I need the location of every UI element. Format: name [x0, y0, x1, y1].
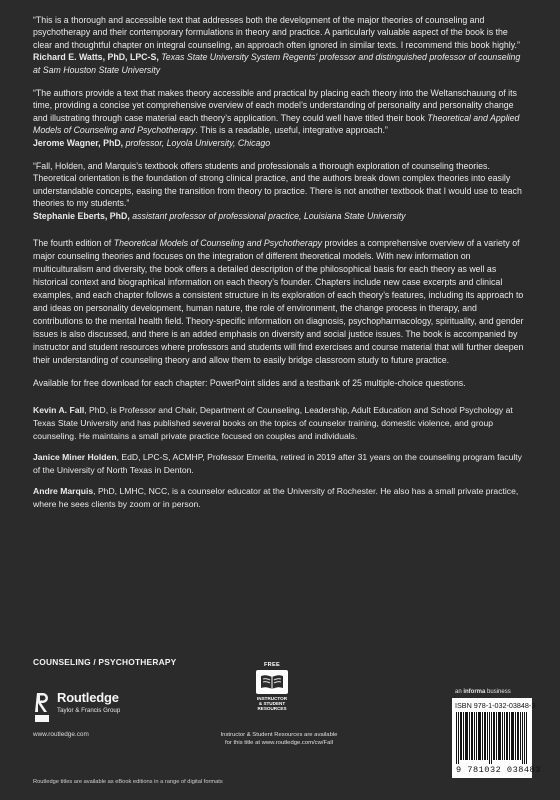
- endorser-title: Texas State University System Regents’ professor and distinguished professor of counseling at Sam Houston State University: [33, 52, 521, 75]
- informa-suffix: business: [485, 689, 511, 695]
- resources-note-line-1: Instructor & Student Resources are available: [220, 732, 338, 738]
- book-description: [33, 237, 529, 367]
- description-text-end: provides a comprehensive overview of a variety of major counseling theories and focuses on the integration of different theoretical models. With new information on multiculturalism and diversity, the book offers a detailed description of the philosophical basis for each theory as well as historical context and biographical information on each theory’s founder. Chapters include new case excerpts and clinical examples, and each chapter follows a consistent structure in its exploration of each theory’s features, including its approach to and ideas on personality development, human nature, the role of environment, the change process in therapy, and contributions to the mental health field. Theory-specific information on diagnosis, psychopharmacology, spirituality, and gender issues is also discussed, and there is an added emphasis on diversity and social justice issues. The book is accompanied by instructor and student resources where professors and students will find exercises and course material that will further deepen their understanding of counseling theory and allow them to easily bridge classroom study to future practice.: [33, 238, 524, 366]
- endorser-title: assistant professor of professional practice, Louisiana State University: [132, 210, 406, 221]
- author-name: Andre Marquis: [33, 486, 94, 497]
- barcode-digits: 9 781032 038483: [456, 765, 541, 775]
- description-text: The fourth edition of: [33, 238, 114, 249]
- isbn-label: ISBN 978-1-032-03848-3: [455, 701, 536, 710]
- ebook-note: Routledge titles are available as eBook editions in a range of digital formats: [33, 779, 223, 785]
- quote-text-end: . This is a readable, useful, integrative approach.”: [195, 125, 388, 136]
- endorsement-attribution-1: [33, 51, 529, 76]
- publisher-website: www.routledge.com: [33, 731, 89, 738]
- download-note: Available for free download for each chapter: PowerPoint slides and a testbank of 25 multiple-choice questions.: [33, 378, 466, 389]
- informa-name: informa: [463, 689, 486, 695]
- badge-free-label: FREE: [263, 662, 281, 668]
- informa-business-label: [455, 689, 511, 695]
- open-book-icon: [255, 669, 289, 695]
- informa-prefix: an: [455, 689, 464, 695]
- endorsement-quote-2: [33, 87, 529, 137]
- endorsement-quote-1: “This is a thorough and accessible text that addresses both the development of the major theories of counseling and psychotherapy and their contemporary formulations in theory and practice. A particularly valuable aspect of the book is the clear and thoughtful chapter on integral counseling, an approach often ignored in similar texts. I recommend this book highly.”: [33, 15, 520, 50]
- quote-book-title: Theoretical and Applied Models of Counseling and Psychotherapy: [33, 112, 520, 136]
- author-bio-text: , PhD, LMHC, NCC, is a counselor educator at the University of Rochester. He also has a small private practice, where he sees clients by zoom or in person.: [33, 486, 519, 510]
- badge-line-2: & STUDENT: [258, 701, 286, 707]
- endorsement-attribution-2: [33, 137, 529, 149]
- endorser-title: professor, Loyola University, Chicago: [125, 137, 271, 148]
- description-book-title: Theoretical Models of Counseling and Psychotherapy: [113, 238, 323, 249]
- endorsement-attribution-3: [33, 210, 529, 222]
- barcode-bars: [456, 712, 528, 764]
- endorser-name: Richard E. Watts, PhD, LPC-S,: [33, 52, 159, 63]
- badge-line-1: INSTRUCTOR: [256, 696, 288, 701]
- resources-note-line-2: for this title at www.routledge.com/cw/Fall: [224, 740, 334, 746]
- endorser-name: Stephanie Eberts, PhD,: [33, 210, 130, 221]
- endorser-name: Jerome Wagner, PhD,: [33, 137, 124, 148]
- badge-line-3: RESOURCES: [257, 706, 287, 712]
- subject-category: COUNSELING / PSYCHOTHERAPY: [33, 657, 177, 667]
- isbn-barcode: [452, 698, 541, 778]
- author-name: Janice Miner Holden: [33, 452, 117, 463]
- author-name: Kevin A. Fall: [33, 405, 85, 416]
- publisher-group: Taylor & Francis Group: [57, 707, 121, 714]
- badge-text: [244, 696, 300, 712]
- routledge-r-icon: [33, 690, 51, 724]
- routledge-logo: [33, 690, 173, 730]
- author-bio-text: , EdD, LPC-S, ACMHP, Professor Emerita, retired in 2019 after 31 years on the counseling program faculty of the University of North Texas in Denton.: [33, 452, 522, 476]
- author-bio-text: , PhD, is Professor and Chair, Department of Counseling, Leadership, Adult Education and School Psychology at Texas State University and has published several books on the topics of counselor training, domestic violence, and group counseling. He maintains a small private practice focused on couples and individuals.: [33, 405, 513, 442]
- author-bio-2: [33, 451, 529, 477]
- resources-note: [214, 731, 344, 747]
- free-resources-badge: [244, 662, 300, 726]
- publisher-name: Routledge: [57, 690, 119, 705]
- quote-text: “The authors provide a text that makes theory accessible and practical by placing each theory into the Weltanschauung of its time, providing a concise yet comprehensive overview of each model’s understanding of personality and personality change and illustrating through case material each theory’s application. They could well have titled their book: [33, 88, 517, 123]
- author-bio-1: [33, 404, 529, 443]
- cover-content: [33, 14, 529, 519]
- author-bio-3: [33, 485, 529, 511]
- endorsement-quote-3: “Fall, Holden, and Marquis’s textbook offers students and professionals a thorough exploration of counseling theories. Theoretical orientation is the foundation of strong clinical practice, and the authors break down complex theories into easily understandable concepts, easing the transition from theory to practice. There is not another textbook that I would use to teach theories to my students.”: [33, 161, 522, 209]
